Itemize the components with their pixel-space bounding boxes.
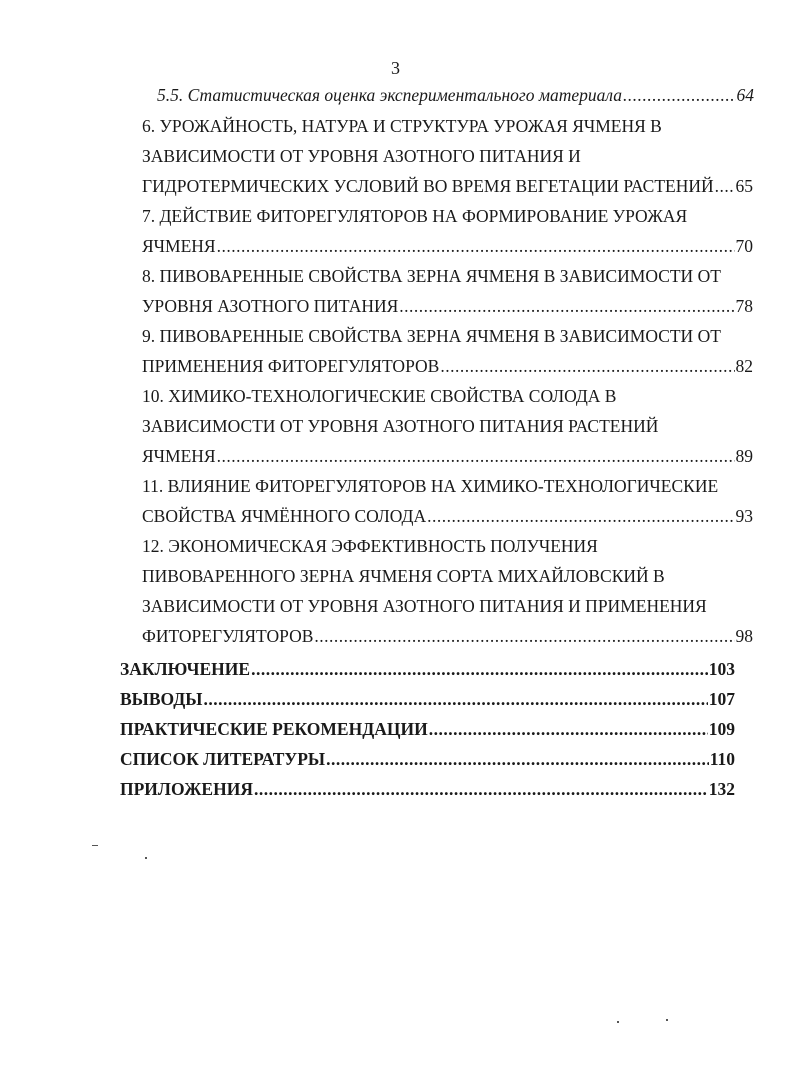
toc-entry-appendices[interactable] <box>120 774 735 804</box>
toc-entry-title: СПИСОК ЛИТЕРАТУРЫ <box>120 749 326 769</box>
toc-entry-title: ВЫВОДЫ <box>120 689 203 709</box>
scan-speck <box>145 857 147 859</box>
toc-entry-6-line-3[interactable] <box>142 171 753 201</box>
toc-entry-page: 98 <box>735 626 753 646</box>
toc-entry-page: 65 <box>735 176 753 196</box>
toc-entry-page: 70 <box>735 236 753 256</box>
toc-entry-12-line-3[interactable] <box>142 591 753 621</box>
toc-entry-findings[interactable] <box>120 684 735 714</box>
dot-leader <box>399 291 734 321</box>
toc-entry-page: 64 <box>736 85 754 105</box>
toc-entry-title: 11. ВЛИЯНИЕ ФИТОРЕГУЛЯТОРОВ НА ХИМИКО-ТЕХНОЛОГИЧЕСКИЕ <box>142 476 719 496</box>
toc-entry-title: ПРАКТИЧЕСКИЕ РЕКОМЕНДАЦИИ <box>120 719 428 739</box>
scan-speck <box>617 1021 619 1023</box>
toc-entry-title: ЗАКЛЮЧЕНИЕ <box>120 659 251 679</box>
toc-entry-7-line-1[interactable] <box>142 201 753 231</box>
toc-entry-title: ЗАВИСИМОСТИ ОТ УРОВНЯ АЗОТНОГО ПИТАНИЯ РАСТЕНИЙ <box>142 416 659 436</box>
dot-leader <box>440 351 734 381</box>
toc-entry-references[interactable] <box>120 744 735 774</box>
toc-entry-page: 78 <box>735 296 753 316</box>
toc-entry-7-line-2[interactable] <box>142 231 753 261</box>
toc-entry-5-5[interactable] <box>157 80 754 110</box>
toc-entry-8-line-1[interactable] <box>142 261 753 291</box>
toc-entry-12-line-4[interactable] <box>142 621 753 651</box>
page-number: 3 <box>391 58 400 78</box>
toc-entry-title: ПРИЛОЖЕНИЯ <box>120 779 253 799</box>
toc-entry-title: ПИВОВАРЕННОГО ЗЕРНА ЯЧМЕНЯ СОРТА МИХАЙЛОВСКИЙ В <box>142 566 665 586</box>
toc-entry-title: ГИДРОТЕРМИЧЕСКИХ УСЛОВИЙ ВО ВРЕМЯ ВЕГЕТАЦИИ РАСТЕНИЙ <box>142 176 714 196</box>
toc-entry-title: ЗАВИСИМОСТИ ОТ УРОВНЯ АЗОТНОГО ПИТАНИЯ И ПРИМЕНЕНИЯ <box>142 596 707 616</box>
toc-entry-title: 12. ЭКОНОМИЧЕСКАЯ ЭФФЕКТИВНОСТЬ ПОЛУЧЕНИЯ <box>142 536 598 556</box>
toc-entry-9-line-1[interactable] <box>142 321 753 351</box>
toc-entry-title: 6. УРОЖАЙНОСТЬ, НАТУРА И СТРУКТУРА УРОЖАЯ ЯЧМЕНЯ В <box>142 116 662 136</box>
toc-entry-title: 8. ПИВОВАРЕННЫЕ СВОЙСТВА ЗЕРНА ЯЧМЕНЯ В ЗАВИСИМОСТИ ОТ <box>142 266 721 286</box>
toc-entry-10-line-3[interactable] <box>142 441 753 471</box>
toc-entry-title: ПРИМЕНЕНИЯ ФИТОРЕГУЛЯТОРОВ <box>142 356 440 376</box>
toc-entry-9-line-2[interactable] <box>142 351 753 381</box>
toc-entry-page: 103 <box>708 659 735 679</box>
dot-leader <box>429 714 708 744</box>
toc-entry-page: 109 <box>708 719 735 739</box>
toc-entry-11-line-1[interactable] <box>142 471 753 501</box>
toc-entry-10-line-1[interactable] <box>142 381 753 411</box>
toc-entry-page: 89 <box>735 446 753 466</box>
toc-entry-12-line-1[interactable] <box>142 531 753 561</box>
toc-entry-page: 93 <box>735 506 753 526</box>
toc-entry-title: ЯЧМЕНЯ <box>142 446 216 466</box>
dot-leader <box>314 621 734 651</box>
dot-leader <box>427 501 734 531</box>
toc-entry-11-line-2[interactable] <box>142 501 753 531</box>
toc-entry-10-line-2[interactable] <box>142 411 753 441</box>
toc-entry-8-line-2[interactable] <box>142 291 753 321</box>
toc-entry-conclusion[interactable] <box>120 654 735 684</box>
toc-entry-title: УРОВНЯ АЗОТНОГО ПИТАНИЯ <box>142 296 399 316</box>
dot-leader <box>715 171 735 201</box>
dot-leader <box>254 774 708 804</box>
toc-entry-title: 5.5. Статистическая оценка экспериментального материала <box>157 85 622 105</box>
toc-entry-title: ЗАВИСИМОСТИ ОТ УРОВНЯ АЗОТНОГО ПИТАНИЯ И <box>142 146 581 166</box>
dot-leader <box>326 744 709 774</box>
toc-entry-title: 7. ДЕЙСТВИЕ ФИТОРЕГУЛЯТОРОВ НА ФОРМИРОВАНИЕ УРОЖАЯ <box>142 206 688 226</box>
dot-leader <box>623 80 736 110</box>
toc-entry-recommendations[interactable] <box>120 714 735 744</box>
dot-leader <box>217 231 735 261</box>
toc-entry-page: 132 <box>708 779 735 799</box>
toc-entry-6-line-1[interactable] <box>142 111 753 141</box>
toc-entry-12-line-2[interactable] <box>142 561 753 591</box>
scan-speck <box>666 1019 668 1021</box>
toc-entry-title: 10. ХИМИКО-ТЕХНОЛОГИЧЕСКИЕ СВОЙСТВА СОЛОДА В <box>142 386 617 406</box>
toc-entry-page: 107 <box>708 689 735 709</box>
toc-entry-title: ЯЧМЕНЯ <box>142 236 216 256</box>
dot-leader <box>251 654 708 684</box>
scan-speck <box>92 845 98 846</box>
dot-leader <box>217 441 735 471</box>
toc-entry-page: 82 <box>735 356 753 376</box>
toc-entry-page: 110 <box>709 749 735 769</box>
toc-entry-6-line-2[interactable] <box>142 141 753 171</box>
dot-leader <box>204 684 708 714</box>
toc-entry-title: СВОЙСТВА ЯЧМЁННОГО СОЛОДА <box>142 506 427 526</box>
toc-entry-title: ФИТОРЕГУЛЯТОРОВ <box>142 626 314 646</box>
toc-entry-title: 9. ПИВОВАРЕННЫЕ СВОЙСТВА ЗЕРНА ЯЧМЕНЯ В ЗАВИСИМОСТИ ОТ <box>142 326 721 346</box>
